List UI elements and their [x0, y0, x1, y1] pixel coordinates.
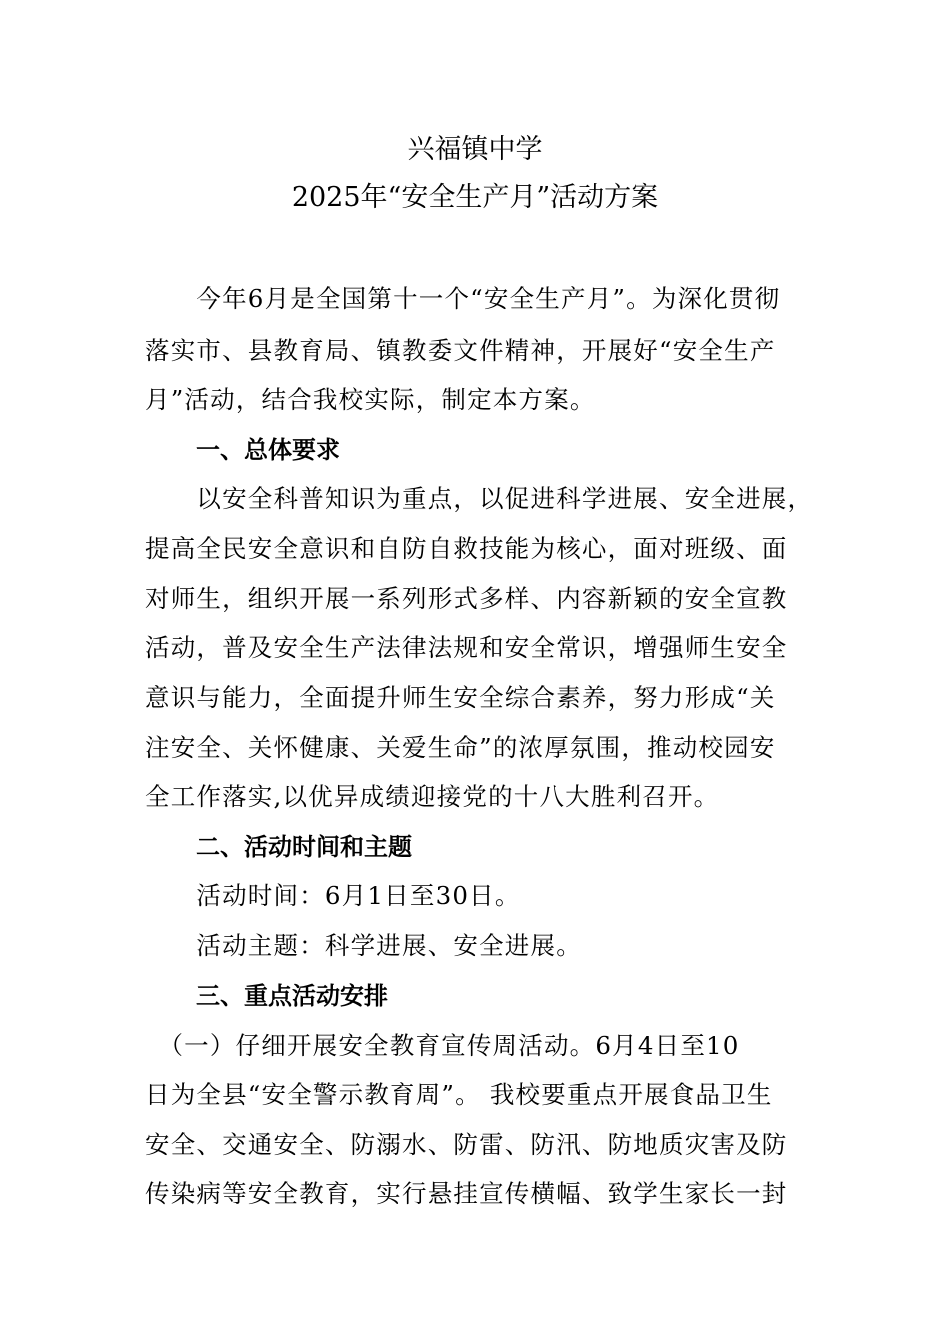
document-title-school: 兴福镇中学 [407, 134, 543, 165]
general-line-3: 对师生，组织开展一系列形式多样、内容新颖的安全宣教 [145, 584, 788, 613]
activities-line-1: （一）仔细开展安全教育宣传周活动。6月4日至10 [145, 1031, 740, 1060]
activities-line-4: 传染病等安全教育，实行悬挂宣传横幅、致学生家长一封 [145, 1179, 788, 1208]
section-heading-general: 一、总体要求 [196, 436, 340, 464]
general-line-4: 活动，普及安全生产法律法规和安全常识，增强师生安全 [145, 633, 788, 662]
general-line-5: 意识与能力，全面提升师生安全综合素养，努力形成“关 [145, 683, 776, 712]
time-line: 活动时间：6月1日至30日。 [145, 881, 521, 910]
general-line-1: 以安全科普知识为重点，以促进科学进展、安全进展， [145, 484, 814, 513]
section-heading-time-theme: 二、活动时间和主题 [196, 833, 412, 861]
theme-line: 活动主题：科学进展、安全进展。 [145, 931, 582, 960]
section-heading-activities: 三、重点活动安排 [196, 982, 388, 1010]
intro-line-3: 月”活动，结合我校实际，制定本方案。 [145, 385, 596, 414]
activities-line-3: 安全、交通安全、防溺水、防雷、防汛、防地质灾害及防 [145, 1130, 788, 1159]
document-title-plan: 2025年“安全生产月”活动方案 [291, 182, 659, 213]
general-line-7: 全工作落实,以优异成绩迎接党的十八大胜利召开。 [145, 782, 720, 811]
activities-line-2: 日为全县“安全警示教育周”。 我校要重点开展食品卫生 [145, 1080, 773, 1109]
general-line-6: 注安全、关怀健康、关爱生命”的浓厚氛围，推动校园安 [145, 733, 776, 762]
general-line-2: 提高全民安全意识和自防自救技能为核心，面对班级、面 [145, 534, 788, 563]
intro-line-2: 落实市、县教育局、镇教委文件精神，开展好“安全生产 [145, 336, 776, 365]
intro-line-1: 今年6月是全国第十一个“安全生产月”。为深化贯彻 [145, 284, 781, 313]
